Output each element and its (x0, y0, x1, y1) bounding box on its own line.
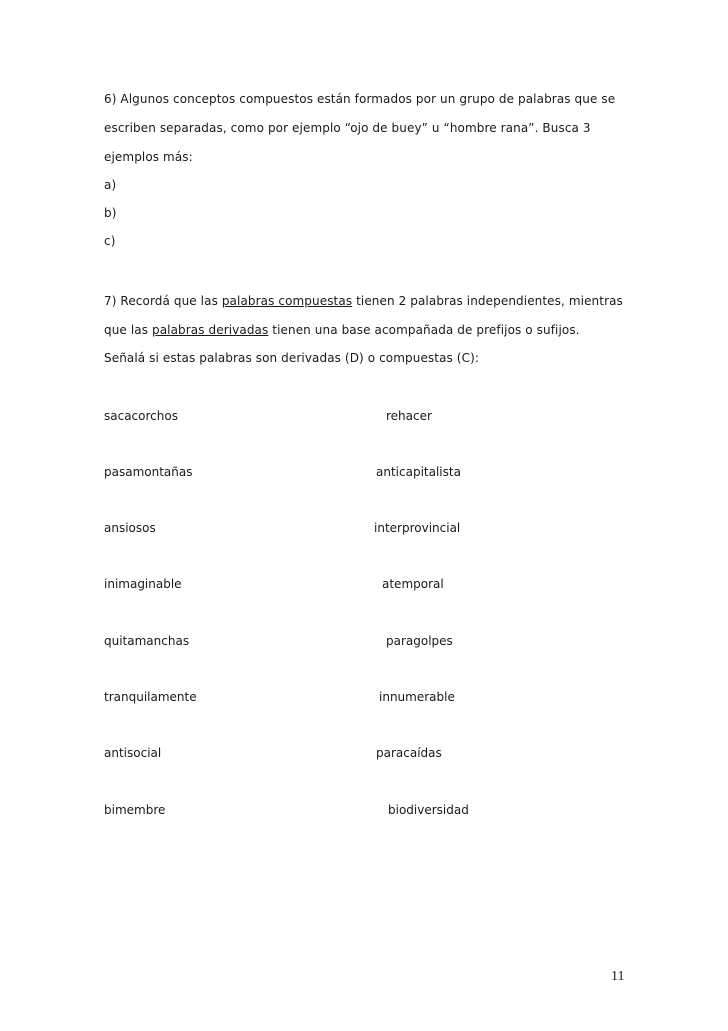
answer-b: b) (104, 206, 117, 220)
exercise-7-line-1-end: tienen 2 palabras independientes, mientras (352, 294, 623, 308)
exercise-7-line-2-start: que las (104, 323, 152, 337)
word-left-8: bimembre (104, 803, 166, 817)
answer-c: c) (104, 234, 116, 248)
exercise-7-line-1-start: 7) Recordá que las (104, 294, 222, 308)
underlined-term-compuestas: palabras compuestas (221, 294, 353, 308)
underlined-term-derivadas: palabras derivadas (151, 323, 269, 337)
exercise-7-line-1 (104, 294, 623, 308)
word-right-8: biodiversidad (388, 803, 469, 817)
word-left-4: inimaginable (104, 577, 182, 591)
word-left-6: tranquilamente (104, 690, 197, 704)
word-left-2: pasamontañas (104, 465, 193, 479)
word-left-1: sacacorchos (104, 409, 178, 423)
word-right-5: paragolpes (386, 634, 453, 648)
word-right-4: atemporal (382, 577, 444, 591)
word-left-3: ansiosos (104, 521, 156, 535)
word-right-6: innumerable (379, 690, 455, 704)
exercise-7-line-2 (104, 323, 580, 337)
answer-a: a) (104, 178, 117, 192)
exercise-6-line-1: 6) Algunos conceptos compuestos están formados por un grupo de palabras que se (104, 92, 616, 106)
word-left-7: antisocial (104, 746, 162, 760)
word-right-7: paracaídas (376, 746, 442, 760)
word-right-2: anticapitalista (376, 465, 461, 479)
word-right-3: interprovincial (374, 521, 461, 535)
page-number: 11 (611, 969, 625, 984)
exercise-6-line-3: ejemplos más: (104, 150, 193, 164)
exercise-7-line-2-end: tienen una base acompañada de prefijos o sufijos. (268, 323, 580, 337)
word-left-5: quitamanchas (104, 634, 190, 648)
exercise-6-line-2: escriben separadas, como por ejemplo “ojo de buey” u “hombre rana”. Busca 3 (104, 121, 591, 135)
word-right-1: rehacer (386, 409, 432, 423)
exercise-7-line-3: Señalá si estas palabras son derivadas (D) o compuestas (C): (104, 351, 479, 365)
